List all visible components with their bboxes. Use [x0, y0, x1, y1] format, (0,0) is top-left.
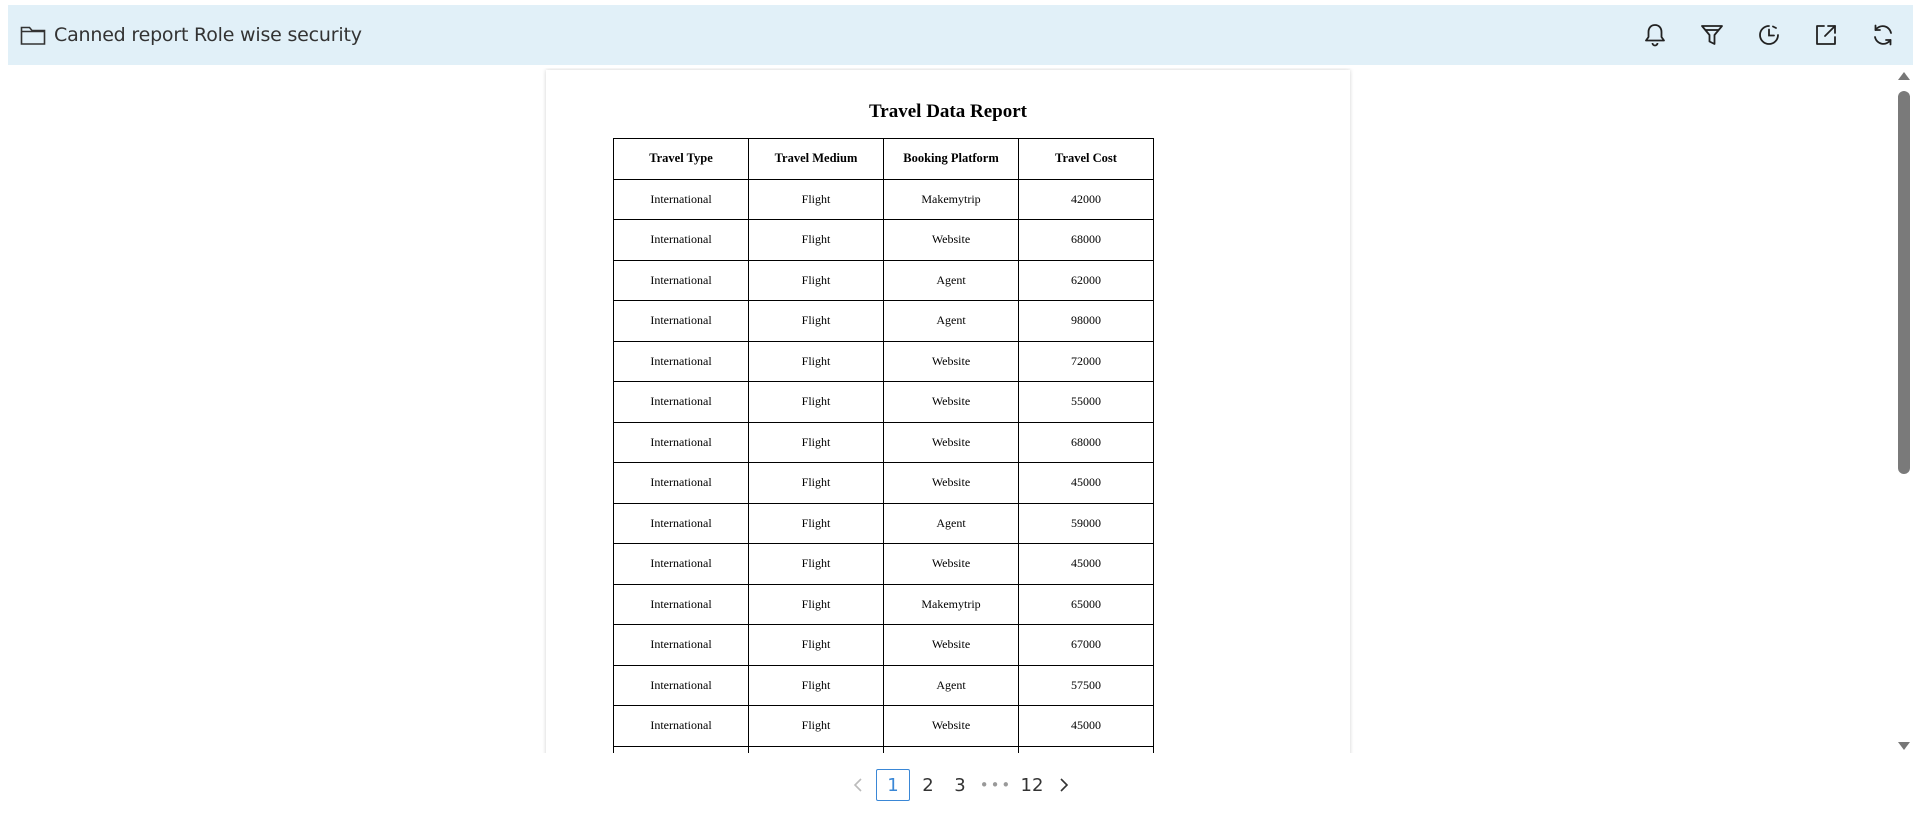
table-cell: International	[614, 625, 749, 666]
table-row	[614, 341, 1154, 382]
table-cell: Flight	[749, 341, 884, 382]
table-row	[614, 463, 1154, 504]
table-cell: Website	[884, 382, 1019, 423]
table-cell	[884, 746, 1019, 753]
table-cell: 68000	[1019, 422, 1154, 463]
schedule-button[interactable]	[1755, 21, 1783, 49]
column-header: Travel Type	[614, 139, 749, 180]
table-cell: Flight	[749, 584, 884, 625]
table-cell: Flight	[749, 625, 884, 666]
table-cell: 42000	[1019, 179, 1154, 220]
notification-button[interactable]	[1641, 21, 1669, 49]
table-cell: 45000	[1019, 544, 1154, 585]
table-cell: International	[614, 341, 749, 382]
page-2-button[interactable]: 2	[922, 774, 934, 796]
table-row	[614, 625, 1154, 666]
table-cell: 72000	[1019, 341, 1154, 382]
table-cell: Agent	[884, 503, 1019, 544]
page-1-button[interactable]: 1	[876, 769, 910, 801]
table-row	[614, 706, 1154, 747]
previous-page-button[interactable]	[842, 770, 874, 800]
vertical-scrollbar[interactable]	[1896, 70, 1912, 752]
table-row	[614, 503, 1154, 544]
table-cell: 98000	[1019, 301, 1154, 342]
table-cell: Website	[884, 625, 1019, 666]
table-cell: Flight	[749, 503, 884, 544]
report-breadcrumb	[20, 5, 362, 65]
table-cell: 67000	[1019, 625, 1154, 666]
table-cell: International	[614, 301, 749, 342]
table-cell: 45000	[1019, 706, 1154, 747]
scroll-down-arrow[interactable]	[1898, 742, 1910, 750]
table-cell: Website	[884, 220, 1019, 261]
table-cell: 57500	[1019, 665, 1154, 706]
table-cell: Flight	[749, 260, 884, 301]
column-header: Travel Medium	[749, 139, 884, 180]
table-cell: Flight	[749, 544, 884, 585]
refresh-button[interactable]	[1869, 21, 1897, 49]
table-cell	[1019, 746, 1154, 753]
table-cell: International	[614, 179, 749, 220]
table-cell: International	[614, 220, 749, 261]
table-cell: 65000	[1019, 584, 1154, 625]
table-cell: International	[614, 665, 749, 706]
table-cell: International	[614, 260, 749, 301]
schedule-icon	[1756, 22, 1782, 48]
table-cell: International	[614, 463, 749, 504]
table-row	[614, 179, 1154, 220]
table-cell: Website	[884, 341, 1019, 382]
table-cell: Makemytrip	[884, 179, 1019, 220]
table-cell: Flight	[749, 301, 884, 342]
column-header: Booking Platform	[884, 139, 1019, 180]
table-cell: International	[614, 503, 749, 544]
export-button[interactable]	[1812, 21, 1840, 49]
table-row	[614, 665, 1154, 706]
table-cell: 59000	[1019, 503, 1154, 544]
pagination	[842, 768, 1080, 802]
table-row	[614, 301, 1154, 342]
table-header-row	[614, 139, 1154, 180]
header-actions	[1612, 21, 1897, 49]
table-cell: Flight	[749, 179, 884, 220]
report-page	[546, 70, 1350, 753]
table-cell: Flight	[749, 422, 884, 463]
refresh-icon	[1870, 22, 1896, 48]
chevron-right-icon	[1058, 777, 1070, 793]
scroll-thumb[interactable]	[1898, 91, 1910, 474]
table-cell: International	[614, 584, 749, 625]
table-cell: International	[614, 706, 749, 747]
table-row	[614, 584, 1154, 625]
table-cell	[749, 746, 884, 753]
table-cell: Agent	[884, 665, 1019, 706]
more-pages-button[interactable]: •••	[979, 776, 1013, 794]
table-cell: Agent	[884, 260, 1019, 301]
table-cell: Makemytrip	[884, 584, 1019, 625]
table-cell: 45000	[1019, 463, 1154, 504]
column-header: Travel Cost	[1019, 139, 1154, 180]
page-12-button[interactable]: 12	[1020, 774, 1044, 796]
table-row	[614, 220, 1154, 261]
table-cell: Flight	[749, 382, 884, 423]
table-cell: Website	[884, 463, 1019, 504]
table-body	[614, 179, 1154, 753]
table-cell: Agent	[884, 301, 1019, 342]
table-cell: 62000	[1019, 260, 1154, 301]
table-cell: Website	[884, 422, 1019, 463]
table-cell: Website	[884, 706, 1019, 747]
table-cell	[614, 746, 749, 753]
table-cell: International	[614, 382, 749, 423]
table-cell: Flight	[749, 220, 884, 261]
table-row	[614, 544, 1154, 585]
table-cell: Flight	[749, 463, 884, 504]
filter-icon	[1699, 22, 1725, 48]
table-row	[614, 422, 1154, 463]
next-page-button[interactable]	[1048, 770, 1080, 800]
filter-button[interactable]	[1698, 21, 1726, 49]
table-cell: 55000	[1019, 382, 1154, 423]
chevron-left-icon	[852, 777, 864, 793]
table-cell: Flight	[749, 665, 884, 706]
report-heading: Travel Data Report	[869, 101, 1027, 122]
table-cell: Website	[884, 544, 1019, 585]
table-row	[614, 746, 1154, 753]
table-cell: International	[614, 544, 749, 585]
export-icon	[1813, 22, 1839, 48]
travel-data-table	[613, 138, 1154, 753]
report-viewer	[8, 68, 1906, 753]
top-bar	[8, 5, 1913, 65]
folder-icon	[20, 24, 46, 46]
table-cell: International	[614, 422, 749, 463]
page-3-button[interactable]: 3	[954, 774, 966, 796]
scroll-up-arrow[interactable]	[1898, 72, 1910, 80]
table-cell: 68000	[1019, 220, 1154, 261]
bell-icon	[1642, 22, 1668, 48]
table-cell: Flight	[749, 706, 884, 747]
table-row	[614, 382, 1154, 423]
report-title-label: Canned report Role wise security	[54, 24, 362, 46]
table-row	[614, 260, 1154, 301]
